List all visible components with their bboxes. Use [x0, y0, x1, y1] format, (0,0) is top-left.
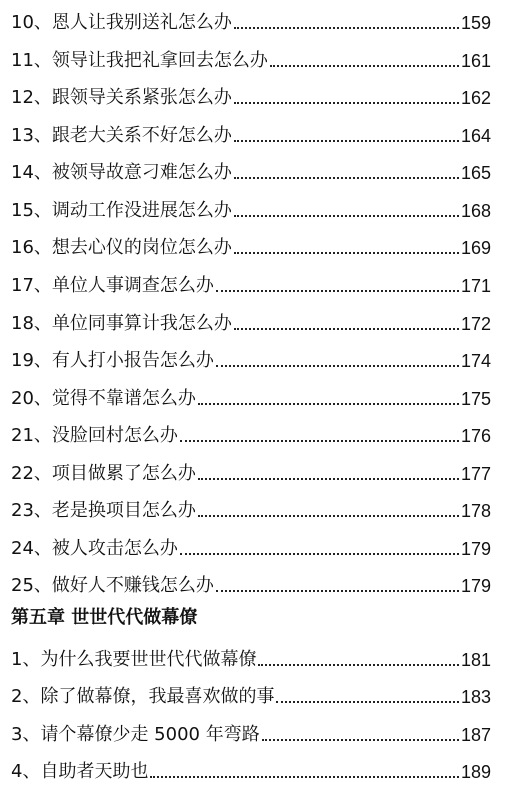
entry-title: 被人攻击怎么办: [51, 538, 178, 559]
entry-number: 21、: [11, 425, 52, 446]
dot-leader: [198, 478, 459, 480]
entry-number: 1、: [11, 649, 41, 670]
entry-number: 17、: [11, 275, 52, 296]
entry-page-number: 179: [460, 576, 491, 596]
toc-entry: [11, 716, 491, 746]
entry-page-number: 176: [460, 426, 491, 446]
toc-entry: [11, 567, 491, 597]
entry-number: 16、: [11, 237, 52, 258]
dot-leader: [180, 553, 459, 555]
dot-leader: [216, 590, 459, 592]
entry-page-number: 171: [460, 276, 491, 296]
entry-number: 20、: [11, 388, 52, 409]
toc-entry: [11, 117, 491, 147]
entry-page-number: 175: [460, 389, 491, 409]
entry-title: 跟老大关系不好怎么办: [51, 125, 232, 146]
dot-leader: [216, 290, 459, 292]
entry-number: 4、: [11, 761, 41, 782]
dot-leader: [262, 739, 459, 741]
toc-entry: [11, 678, 491, 708]
entry-number: 22、: [11, 463, 52, 484]
entry-title: 单位同事算计我怎么办: [51, 313, 232, 334]
entry-page-number: 164: [460, 126, 491, 146]
entry-page-number: 172: [460, 314, 491, 334]
dot-leader: [180, 440, 459, 442]
toc-entry: [11, 42, 491, 72]
entry-title: 老是换项目怎么办: [51, 500, 196, 521]
entry-number: 13、: [11, 125, 52, 146]
entry-number: 18、: [11, 313, 52, 334]
entry-title: 被领导故意刁难怎么办: [51, 162, 232, 183]
dot-leader: [234, 27, 459, 29]
entry-page-number: 159: [460, 13, 491, 33]
entry-number: 23、: [11, 500, 52, 521]
entry-title: 除了做幕僚，我最喜欢做的事: [40, 686, 275, 707]
toc-entry: [11, 4, 491, 34]
entry-title: 请个幕僚少走 5000 年弯路: [40, 724, 260, 745]
entry-number: 12、: [11, 87, 52, 108]
dot-leader: [234, 252, 459, 254]
entry-title: 想去心仪的岗位怎么办: [51, 237, 232, 258]
toc-entry: [11, 492, 491, 522]
dot-leader: [234, 328, 459, 330]
entry-title: 调动工作没进展怎么办: [51, 200, 232, 221]
entry-page-number: 161: [460, 51, 491, 71]
entry-number: 3、: [11, 724, 41, 745]
entry-number: 25、: [11, 575, 52, 596]
entry-title: 觉得不靠谱怎么办: [51, 388, 196, 409]
toc-entry: [11, 455, 491, 485]
entry-title: 没脸回村怎么办: [51, 425, 178, 446]
entry-title: 恩人让我别送礼怎么办: [51, 12, 232, 33]
entry-title: 有人打小报告怎么办: [51, 350, 214, 371]
toc-entry: [11, 229, 491, 259]
toc-entry: [11, 417, 491, 447]
dot-leader: [234, 140, 459, 142]
toc-entry: [11, 641, 491, 671]
entry-title: 做好人不赚钱怎么办: [51, 575, 214, 596]
entry-page-number: 168: [460, 201, 491, 221]
entry-title: 项目做累了怎么办: [51, 463, 196, 484]
toc-entry: [11, 305, 491, 335]
entry-number: 11、: [11, 50, 52, 71]
entry-page-number: 165: [460, 163, 491, 183]
entry-title: 跟领导关系紧张怎么办: [51, 87, 232, 108]
chapter-heading: 第五章 世世代代做幕僚: [11, 607, 198, 628]
entry-page-number: 169: [460, 238, 491, 258]
entry-page-number: 181: [460, 650, 491, 670]
entry-title: 单位人事调查怎么办: [51, 275, 214, 296]
dot-leader: [198, 515, 459, 517]
entry-title: 自助者天助也: [40, 761, 149, 782]
dot-leader: [198, 403, 459, 405]
toc-entry: [11, 753, 491, 783]
entry-page-number: 174: [460, 351, 491, 371]
dot-leader: [234, 177, 459, 179]
entry-title: 领导让我把礼拿回去怎么办: [51, 50, 268, 71]
entry-page-number: 187: [460, 725, 491, 745]
dot-leader: [150, 776, 459, 778]
entry-number: 19、: [11, 350, 52, 371]
entry-page-number: 178: [460, 501, 491, 521]
toc-entry: [11, 380, 491, 410]
entry-number: 15、: [11, 200, 52, 221]
entry-page-number: 183: [460, 687, 491, 707]
entry-page-number: 189: [460, 762, 491, 782]
toc-entry: [11, 530, 491, 560]
entry-number: 2、: [11, 686, 41, 707]
entry-title: 为什么我要世世代代做幕僚: [40, 649, 257, 670]
entry-page-number: 177: [460, 464, 491, 484]
dot-leader: [234, 102, 459, 104]
toc-entry: [11, 79, 491, 109]
dot-leader: [276, 701, 459, 703]
entry-number: 14、: [11, 162, 52, 183]
entry-page-number: 162: [460, 88, 491, 108]
entry-page-number: 179: [460, 539, 491, 559]
toc-entry: [11, 267, 491, 297]
toc-entry: [11, 192, 491, 222]
entry-number: 24、: [11, 538, 52, 559]
dot-leader: [258, 664, 459, 666]
toc-entry: [11, 154, 491, 184]
entry-number: 10、: [11, 12, 52, 33]
toc-entry: [11, 342, 491, 372]
dot-leader: [234, 215, 459, 217]
dot-leader: [270, 65, 459, 67]
dot-leader: [216, 365, 459, 367]
